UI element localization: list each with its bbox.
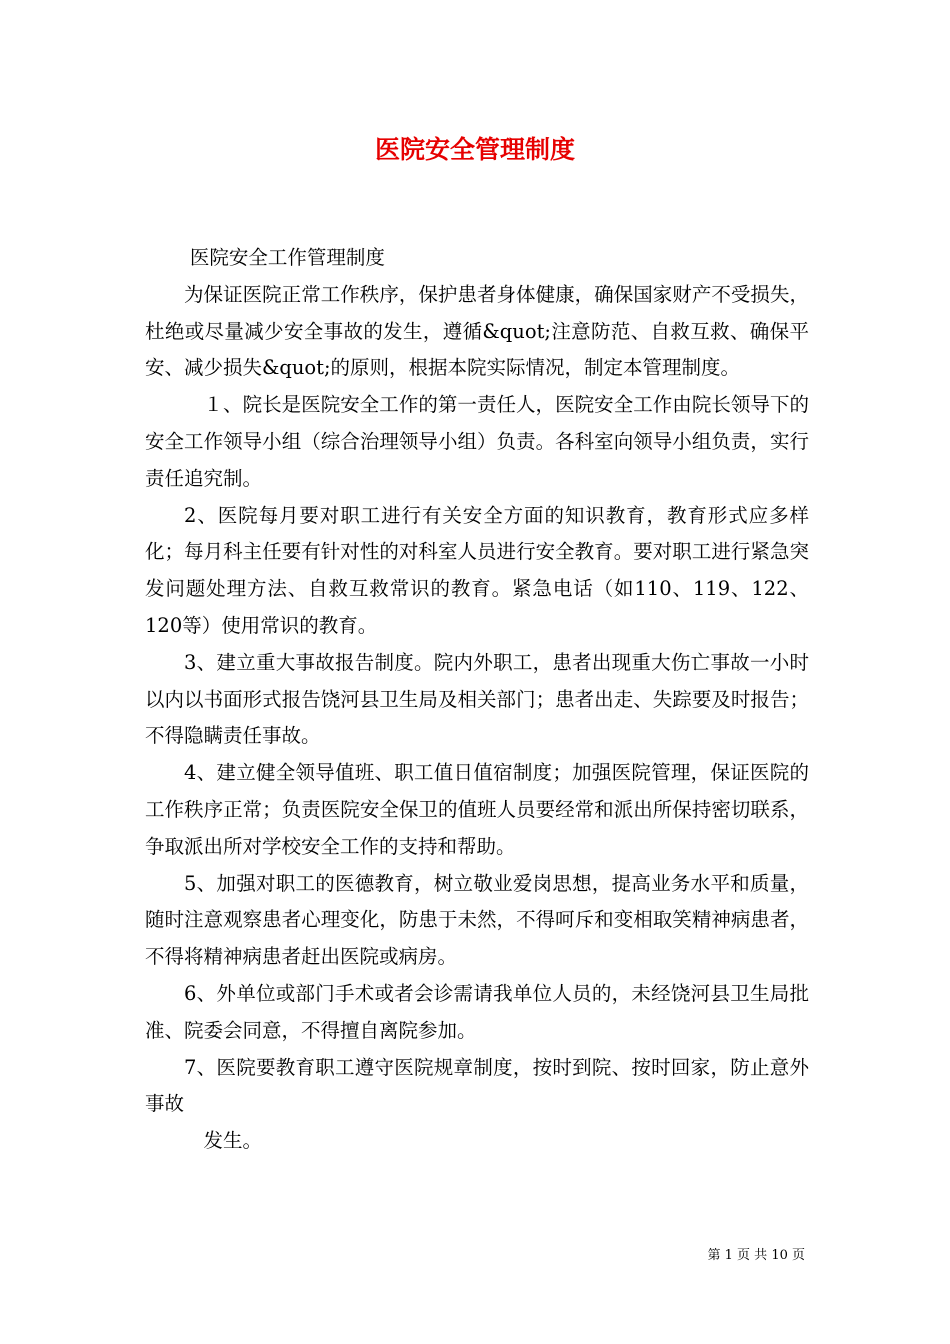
rule-7-continuation: 发生。 (203, 1129, 263, 1153)
intro-paragraph: 为保证医院正常工作秩序，保护患者身体健康，确保国家财产不受损失，杜绝或尽量减少安全事故的发生，遵循&quot;注意防范、自救互救、确保平安、减少损失&quot;的原则，根据本院实际情况，制定本管理制度。 (145, 282, 809, 380)
document-body (145, 240, 809, 1160)
rule-4-paragraph: 4、建立健全领导值班、职工值日值宿制度；加强医院管理，保证医院的工作秩序正常；负责医院安全保卫的值班人员要经常和派出所保持密切联系，争取派出所对学校安全工作的支持和帮助。 (145, 761, 809, 858)
section-heading: 医院安全工作管理制度 (189, 246, 385, 269)
rule-1-paragraph: １、院长是医院安全工作的第一责任人，医院安全工作由院长领导下的安全工作领导小组（综合治理领导小组）负责。各科室向领导小组负责，实行责任追究制。 (145, 393, 809, 490)
rule-2-paragraph: 2、医院每月要对职工进行有关安全方面的知识教育，教育形式应多样化；每月科主任要有针对性的对科室人员进行安全教育。要对职工进行紧急突发问题处理方法、自救互救常识的教育。紧急电话（如110、119、122、120等）使用常识的教育。 (145, 503, 809, 637)
page-number: 第 1 页 共 10 页 (707, 1248, 805, 1263)
rule-3-paragraph: 3、建立重大事故报告制度。院内外职工，患者出现重大伤亡事故一小时以内以书面形式报告饶河县卫生局及相关部门；患者出走、失踪要及时报告；不得隐瞒责任事故。 (145, 650, 809, 748)
rule-5-paragraph: 5、加强对职工的医德教育，树立敬业爱岗思想，提高业务水平和质量，随时注意观察患者心理变化，防患于未然，不得呵斥和变相取笑精神病患者，不得将精神病患者赶出医院或病房。 (145, 871, 809, 969)
rule-6-paragraph: 6、外单位或部门手术或者会诊需请我单位人员的，未经饶河县卫生局批准、院委会同意，不得擅自离院参加。 (145, 981, 809, 1042)
rule-7-paragraph: 7、医院要教育职工遵守医院规章制度，按时到院、按时回家，防止意外事故 (145, 1055, 809, 1116)
document-title: 医院安全管理制度 (374, 135, 575, 164)
